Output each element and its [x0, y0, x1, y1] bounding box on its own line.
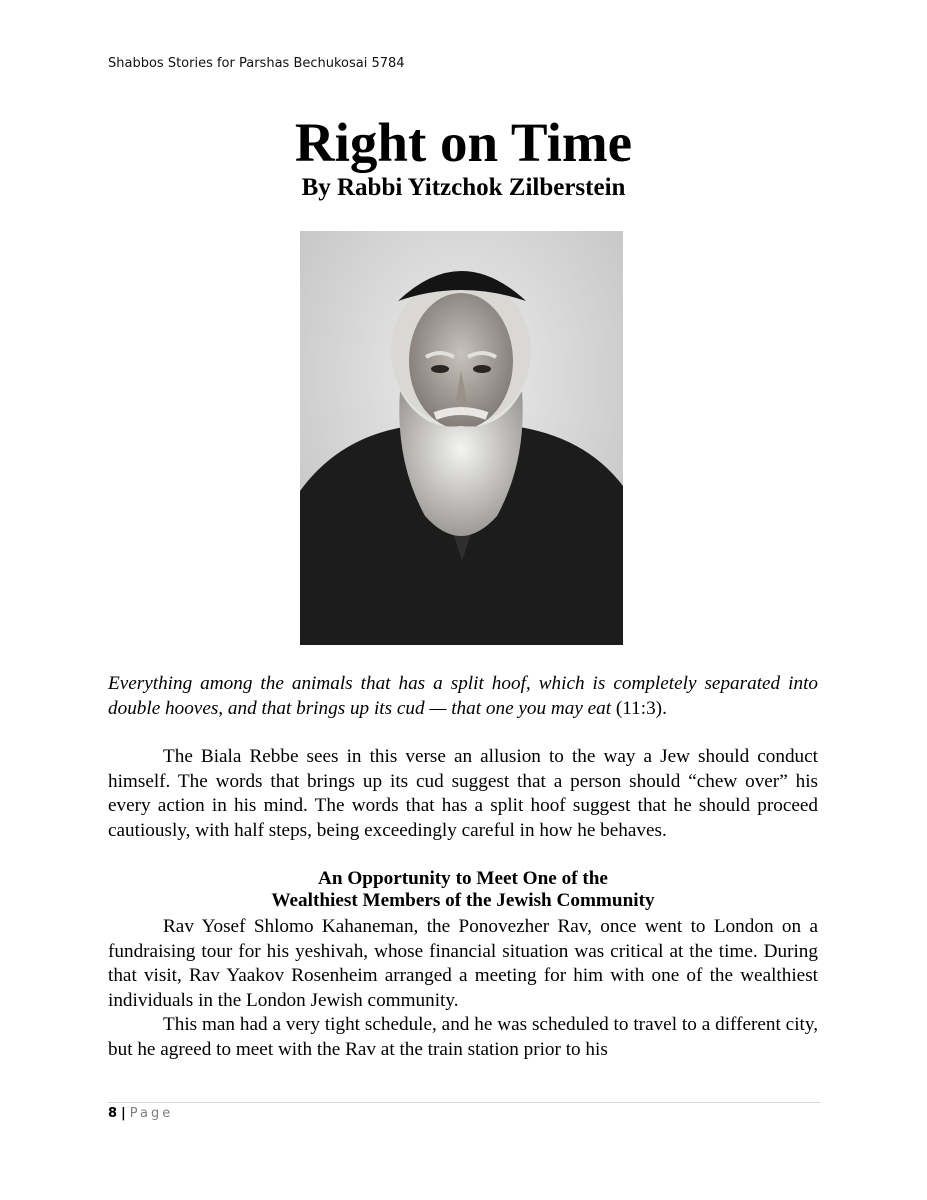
verse-quote — [108, 672, 818, 721]
section-heading — [108, 868, 818, 912]
rabbi-portrait-photo — [300, 231, 623, 645]
page-number: 8 — [108, 1106, 118, 1121]
article-title: Right on Time — [294, 112, 633, 173]
article-byline: By Rabbi Yitzchok Zilberstein — [301, 174, 626, 201]
footer-divider — [108, 1102, 820, 1103]
section-heading-line-2: Wealthiest Members of the Jewish Community — [271, 890, 655, 911]
paragraph-story-2: This man had a very tight schedule, and he was scheduled to travel to a different city, but he agreed to meet with the Rav at the train station prior to his — [108, 1014, 818, 1060]
running-header: Shabbos Stories for Parshas Bechukosai 5784 — [108, 56, 405, 71]
verse-reference: (11:3). — [611, 697, 667, 719]
footer-separator: | — [121, 1106, 126, 1121]
paragraph-story-1: Rav Yosef Shlomo Kahaneman, the Ponovezher Rav, once went to London on a fundraising tour for his yeshivah, whose financial situation was critical at the time. During that visit, Rav Yaakov Rosenheim arranged a meeting for him with one of the wealthiest individuals in the London Jewish community. — [108, 916, 818, 1011]
page-footer — [108, 1106, 173, 1121]
paragraph-intro: The Biala Rebbe sees in this verse an allusion to the way a Jew should conduct himself. The words that brings up its cud suggest that a person should “chew over” his every action in his mind. The words that has a split hoof suggest that he should proceed cautiously, with half steps, being exceedingly careful in how he behaves. — [108, 746, 818, 841]
verse-text: Everything among the animals that has a split hoof, which is completely separated into double hooves, and that brings up its cud — that one you may eat — [108, 673, 818, 719]
section-heading-line-1: An Opportunity to Meet One of the — [318, 868, 608, 889]
page-label: Page — [129, 1106, 174, 1121]
